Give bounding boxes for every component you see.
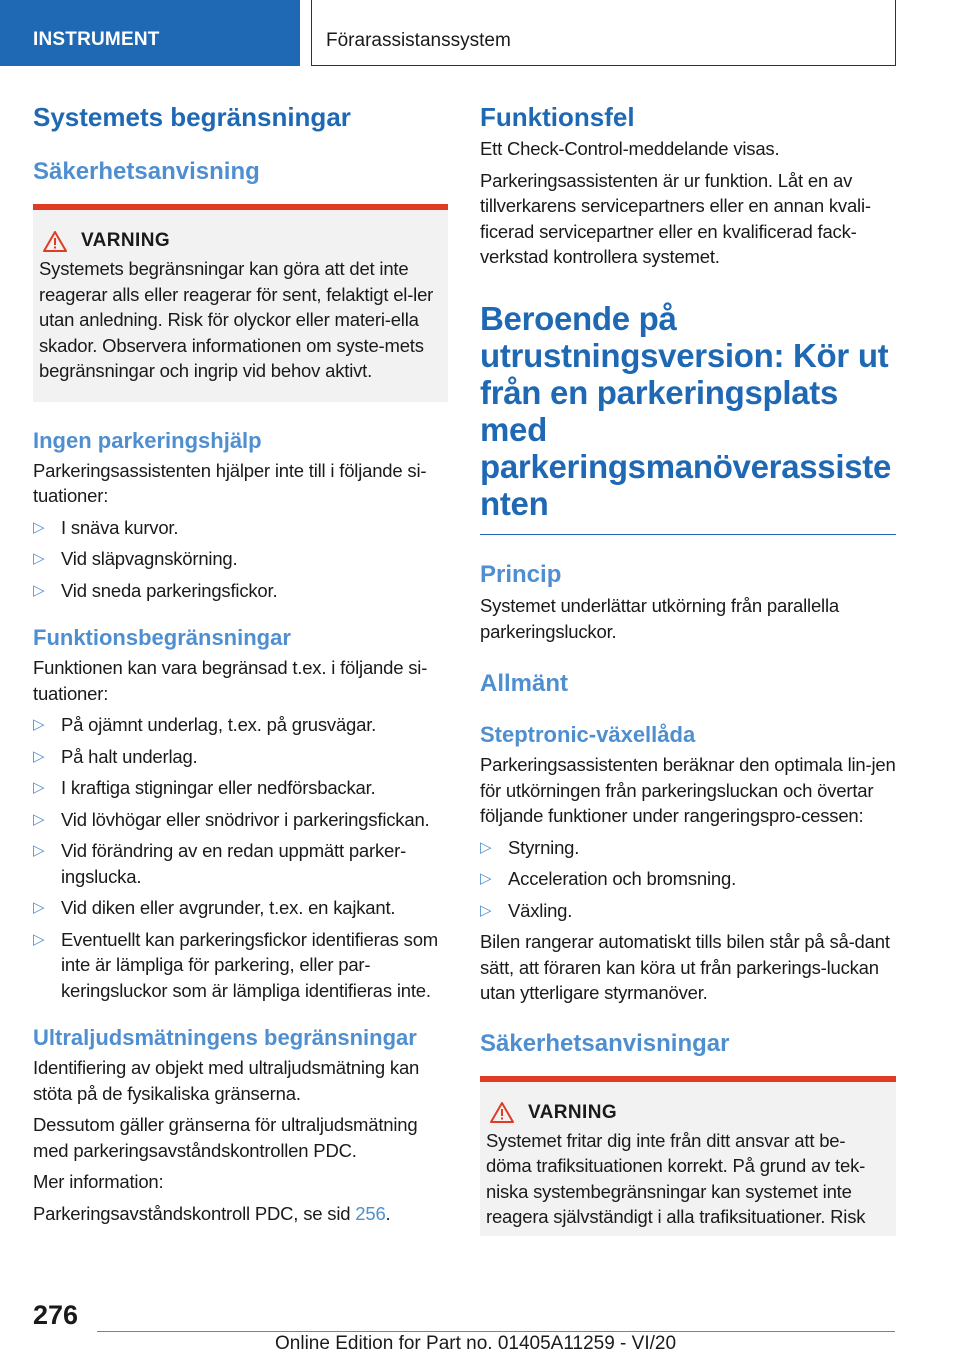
list-item: ▷ Styrning.	[480, 835, 896, 861]
triangle-right-icon: ▷	[33, 930, 45, 948]
list-item: ▷ Vid förändring av en redan uppmätt parker-ingslucka.	[33, 840, 407, 887]
list-item: ▷ På ojämnt underlag, t.ex. på grusvägar.	[33, 712, 448, 738]
left-column	[33, 100, 448, 1226]
list-item: ▷ Vid släpvagnskörning.	[33, 546, 448, 572]
triangle-right-icon: ▷	[33, 747, 45, 765]
page-number: 276	[33, 1300, 79, 1330]
warning-triangle-icon	[43, 231, 67, 252]
warning-header	[39, 230, 440, 252]
steptronic-list	[480, 835, 896, 924]
list-item: ▷ Växling.	[480, 898, 896, 924]
limits-heading: Funktionsbegränsningar	[33, 625, 291, 650]
list-item: ▷ I kraftiga stigningar eller nedförsbackar.	[33, 775, 448, 801]
warning-label: VARNING	[81, 230, 171, 251]
warning-label: VARNING	[528, 1101, 618, 1123]
no-help-list	[33, 515, 448, 604]
section-tab	[0, 0, 300, 66]
limits-list	[33, 712, 448, 1003]
warning-box	[480, 1076, 896, 1236]
no-help-heading: Ingen parkeringshjälp	[33, 427, 262, 453]
list-item: ▷ Vid sneda parkeringsfickor.	[33, 578, 448, 604]
warning-header	[486, 1102, 888, 1124]
steptronic-heading: Steptronic-växellåda	[480, 722, 696, 747]
triangle-right-icon: ▷	[33, 518, 45, 536]
triangle-right-icon: ▷	[33, 581, 45, 599]
ultrasound-p3: Mer information:	[33, 1171, 164, 1192]
general-heading: Allmänt	[480, 670, 569, 697]
triangle-right-icon: ▷	[33, 842, 45, 859]
warning-text: Systemets begränsningar kan göra att det inte reagerar alls eller reagerar för sent, felaktigt el-ler utan anledning. Risk för olyckor eller materi-ella skador. Observera informationen om syste-mets begränsningar och ingrip vid behov aktivt.	[39, 258, 434, 381]
safety-heading-right: Säkerhetsanvisningar	[480, 1029, 730, 1057]
principle-heading: Princip	[480, 561, 562, 588]
triangle-right-icon: ▷	[33, 899, 45, 916]
triangle-right-icon: ▷	[33, 550, 45, 567]
list-item: ▷ Vid diken eller avgrunder, t.ex. en kajkant.	[33, 895, 448, 921]
warning-box	[33, 204, 448, 402]
malfunction-p1: Ett Check-Control-meddelande visas.	[480, 138, 780, 159]
warning-triangle-icon	[490, 1102, 514, 1123]
list-item: ▷ Vid lövhögar eller snödrivor i parkeringsfickan.	[33, 807, 448, 833]
triangle-right-icon: ▷	[33, 779, 45, 796]
ultrasound-heading: Ultraljudsmätningens begränsningar	[33, 1025, 417, 1050]
list-item: ▷ På halt underlag.	[33, 744, 448, 770]
chapter-title: Beroende på utrustningsversion: Kör ut från en parkeringsplats med parkeringsmanöverassiste nten	[480, 299, 892, 522]
no-help-intro: Parkeringsassistenten hjälper inte till i följande si-tuationer:	[33, 459, 427, 506]
footer-divider	[97, 1331, 895, 1332]
right-column	[480, 100, 896, 1236]
triangle-right-icon: ▷	[480, 838, 492, 856]
principle-text: Systemet underlättar utkörning från parallella parkeringsluckor.	[480, 595, 839, 642]
malfunction-p2: Parkeringsassistenten är ur funktion. Låt en av tillverkarens servicepartners eller en annan kvali-ficerad servicepartner eller en kvalificerad fack-verkstad kontrollera systemet.	[480, 169, 871, 267]
chapter-label: Förarassistanssystem	[326, 30, 511, 51]
page-header	[0, 0, 960, 66]
list-item: ▷ Acceleration och bromsning.	[480, 866, 896, 892]
ultrasound-p2: Dessutom gäller gränserna för ultraljudsmätning med parkeringsavståndskontrollen PDC.	[33, 1114, 418, 1161]
chapter-tab	[311, 0, 896, 66]
list-item: ▷ I snäva kurvor.	[33, 515, 448, 541]
list-item: ▷ Eventuellt kan parkeringsfickor identifieras som inte är lämpliga för parkering, eller par-keringsluckor som är lämpliga identifieras inte.	[33, 928, 439, 1001]
safety-heading: Säkerhetsanvisning	[33, 158, 260, 185]
triangle-right-icon: ▷	[33, 716, 45, 733]
ultrasound-reference: Parkeringsavståndskontroll PDC, se sid 256.	[33, 1202, 391, 1224]
steptronic-intro: Parkeringsassistenten beräknar den optimala lin-jen för utkörningen från parkeringsluckan och övertar följande funktioner under rangeringspro-cessen:	[480, 754, 896, 826]
triangle-right-icon: ▷	[480, 901, 492, 919]
title-divider	[480, 534, 896, 536]
section-label: INSTRUMENT	[33, 29, 160, 50]
section-title: Systemets begränsningar	[33, 102, 351, 132]
page-link[interactable]: 256	[355, 1202, 386, 1224]
edition-text: Online Edition for Part no. 01405A11259 - VI/20	[275, 1333, 677, 1354]
malfunction-heading: Funktionsfel	[480, 102, 635, 132]
warning-text: Systemet fritar dig inte från ditt ansvar att be-döma trafiksituationen korrekt. På grund av tek-niska systembegränsningar kan systemet inte reagera självständigt i alla trafiksituationer. Risk	[486, 1129, 866, 1227]
steptronic-outro: Bilen rangerar automatiskt tills bilen står på så-dant sätt, att föraren kan köra ut från parkerings-luckan utan ytterligare styrmanöver.	[480, 931, 890, 1003]
limits-intro: Funktionen kan vara begränsad t.ex. i följande si-tuationer:	[33, 657, 428, 704]
triangle-right-icon: ▷	[33, 810, 45, 828]
ultrasound-p1: Identifiering av objekt med ultraljudsmätning kan stöta på de fysikaliska gränserna.	[33, 1057, 420, 1104]
triangle-right-icon: ▷	[480, 870, 492, 887]
